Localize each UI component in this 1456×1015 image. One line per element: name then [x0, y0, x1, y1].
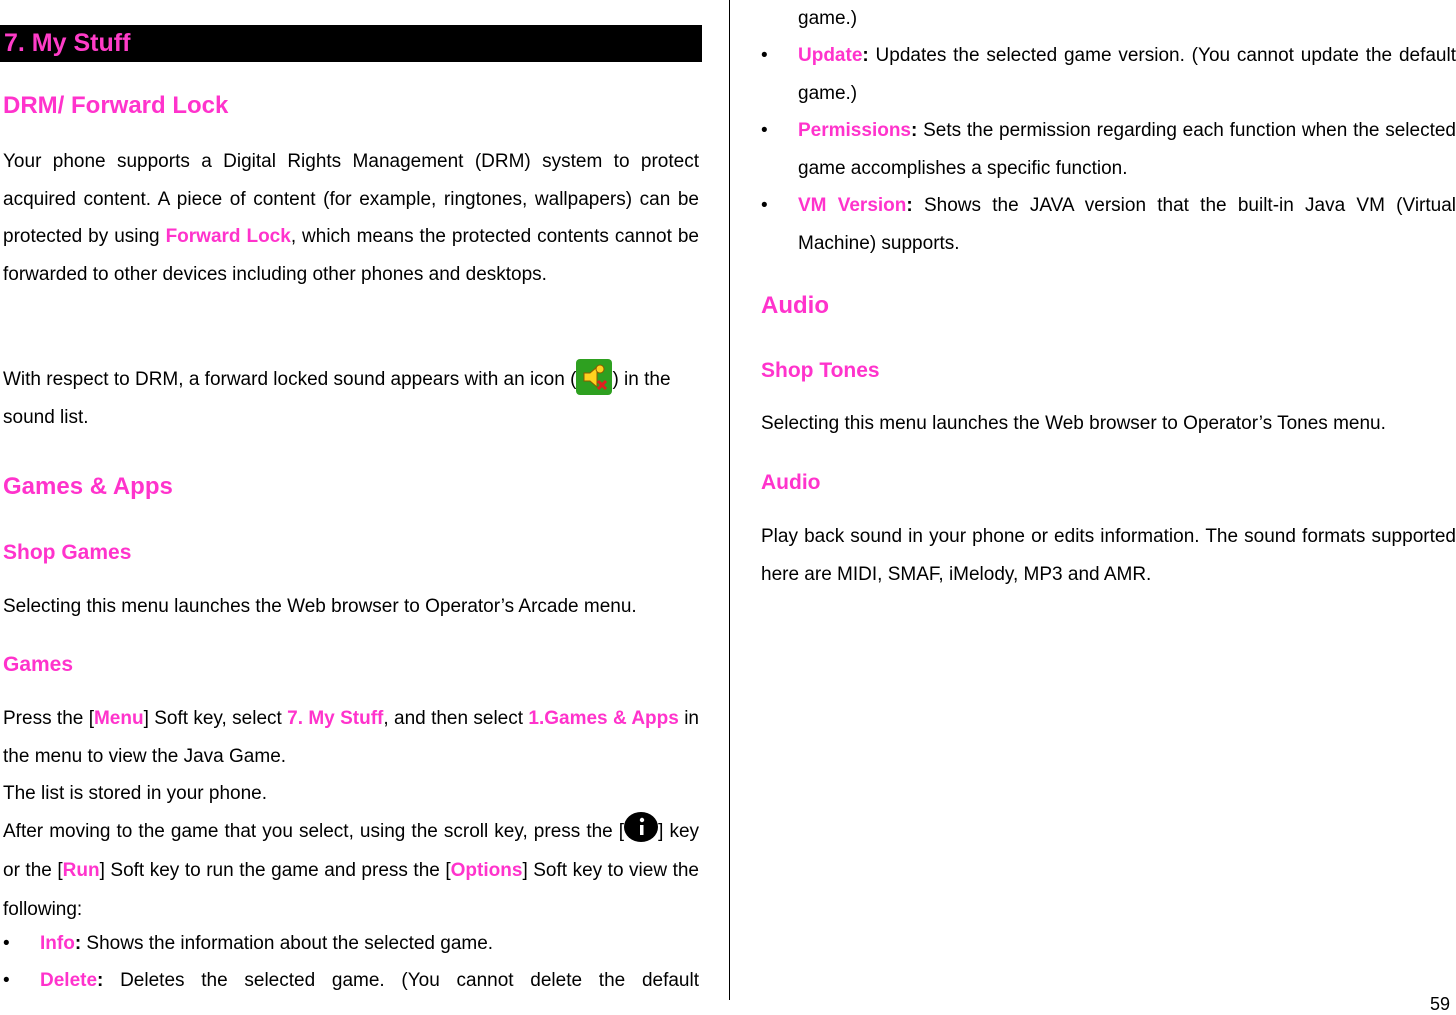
run-key-term: Run [62, 860, 100, 881]
bullet-delete-text [40, 962, 699, 1000]
audio-heading: Audio [761, 292, 829, 319]
drm-paragraph-1 [3, 143, 699, 293]
press-text-a: Press the [ [3, 708, 94, 729]
games-apps-heading: Games & Apps [3, 473, 173, 500]
after-text-b: ] key or the [ [3, 821, 700, 881]
games-heading: Games [3, 653, 74, 676]
menu-key-term: Menu [93, 708, 144, 729]
bullet-dot: • [761, 120, 768, 141]
press-text-c: , and then select [383, 708, 529, 729]
shop-games-text: Selecting this menu launches the Web browser to Operator’s Arcade menu. [3, 596, 637, 617]
bullet-dot: • [761, 195, 768, 216]
section-title-bar [0, 25, 702, 62]
update-term: Update [798, 45, 863, 66]
delete-description: Deletes the selected game. (You cannot delete the default [103, 970, 699, 991]
bullet-dot: • [761, 45, 768, 66]
column-divider [729, 0, 730, 1000]
games-stored-text: The list is stored in your phone. [3, 783, 268, 804]
bullet-vm-version-text [798, 187, 1456, 262]
info-colon: : [74, 933, 82, 954]
press-text-b: ] Soft key, select [143, 708, 288, 729]
bullet-info [3, 925, 699, 963]
after-text-d: ] Soft key to view the following: [3, 860, 700, 920]
shop-tones-heading: Shop Tones [761, 359, 880, 382]
page-number: 59 [1429, 994, 1450, 1014]
vm-version-colon: : [906, 195, 913, 216]
games-press-paragraph [3, 700, 699, 775]
bullet-update-text [798, 37, 1456, 112]
after-text-c: ] Soft key to run the game and press the [ [99, 860, 451, 881]
shop-tones-text: Selecting this menu launches the Web browser to Operator’s Tones menu. [761, 413, 1386, 434]
drm-paragraph-2 [3, 359, 699, 436]
delete-colon: : [97, 970, 104, 991]
ok-key-icon [624, 812, 658, 842]
bullet-permissions [761, 112, 1456, 187]
options-key-term: Options [450, 860, 523, 881]
permissions-description: Sets the permission regarding each function when the selected game accomplishes a specific function. [798, 120, 1456, 179]
bullet-permissions-text [798, 112, 1456, 187]
update-description: Updates the selected game version. (You cannot update the default game.) [798, 45, 1456, 104]
info-term: Info [40, 933, 75, 954]
games-apps-term: 1.Games & Apps [528, 708, 679, 729]
games-after-paragraph [3, 812, 699, 929]
drm-p2-text-a: With respect to DRM, a forward locked sound appears with an icon ( [3, 369, 577, 390]
drm-p2-text-b: ) in the sound list. [3, 369, 671, 428]
delete-term: Delete [40, 970, 98, 991]
after-text-a: After moving to the game that you select, using the scroll key, press the [ [3, 821, 625, 842]
press-text-d: in the menu to view the Java Game. [3, 708, 699, 767]
bullet-info-text [40, 925, 699, 963]
permissions-colon: : [911, 120, 918, 141]
bullet-delete [3, 962, 699, 1000]
info-description: Shows the information about the selected game. [81, 933, 494, 954]
drm-heading: DRM/ Forward Lock [3, 92, 229, 119]
bullet-dot: • [3, 933, 10, 954]
update-colon: : [862, 45, 869, 66]
section-title: 7. My Stuff [4, 29, 131, 57]
bullet-dot: • [3, 970, 10, 991]
permissions-term: Permissions [798, 120, 911, 141]
vm-version-term: VM Version [798, 195, 907, 216]
bullet-vm-version [761, 187, 1456, 262]
shop-games-heading: Shop Games [3, 541, 132, 564]
drm-p1-text-a: Your phone supports a Digital Rights Management (DRM) system to protect acquired content. A piece of content (for example, ringtones, wallpapers) can be protected by using [3, 151, 699, 247]
my-stuff-term: 7. My Stuff [287, 708, 384, 729]
audio-text: Play back sound in your phone or edits information. The sound formats supported here are MIDI, SMAF, iMelody, MP3 and AMR. [761, 526, 1456, 585]
audio-subheading: Audio [761, 471, 821, 494]
vm-version-description: Shows the JAVA version that the built-in Java VM (Virtual Machine) supports. [798, 195, 1456, 254]
forward-locked-sound-icon [576, 359, 612, 395]
delete-continuation: game.) [798, 8, 858, 29]
drm-p1-text-b: , which means the protected contents cannot be forwarded to other devices including other phones and desktops. [3, 226, 699, 285]
forward-lock-term: Forward Lock [165, 226, 291, 247]
bullet-update [761, 37, 1456, 112]
